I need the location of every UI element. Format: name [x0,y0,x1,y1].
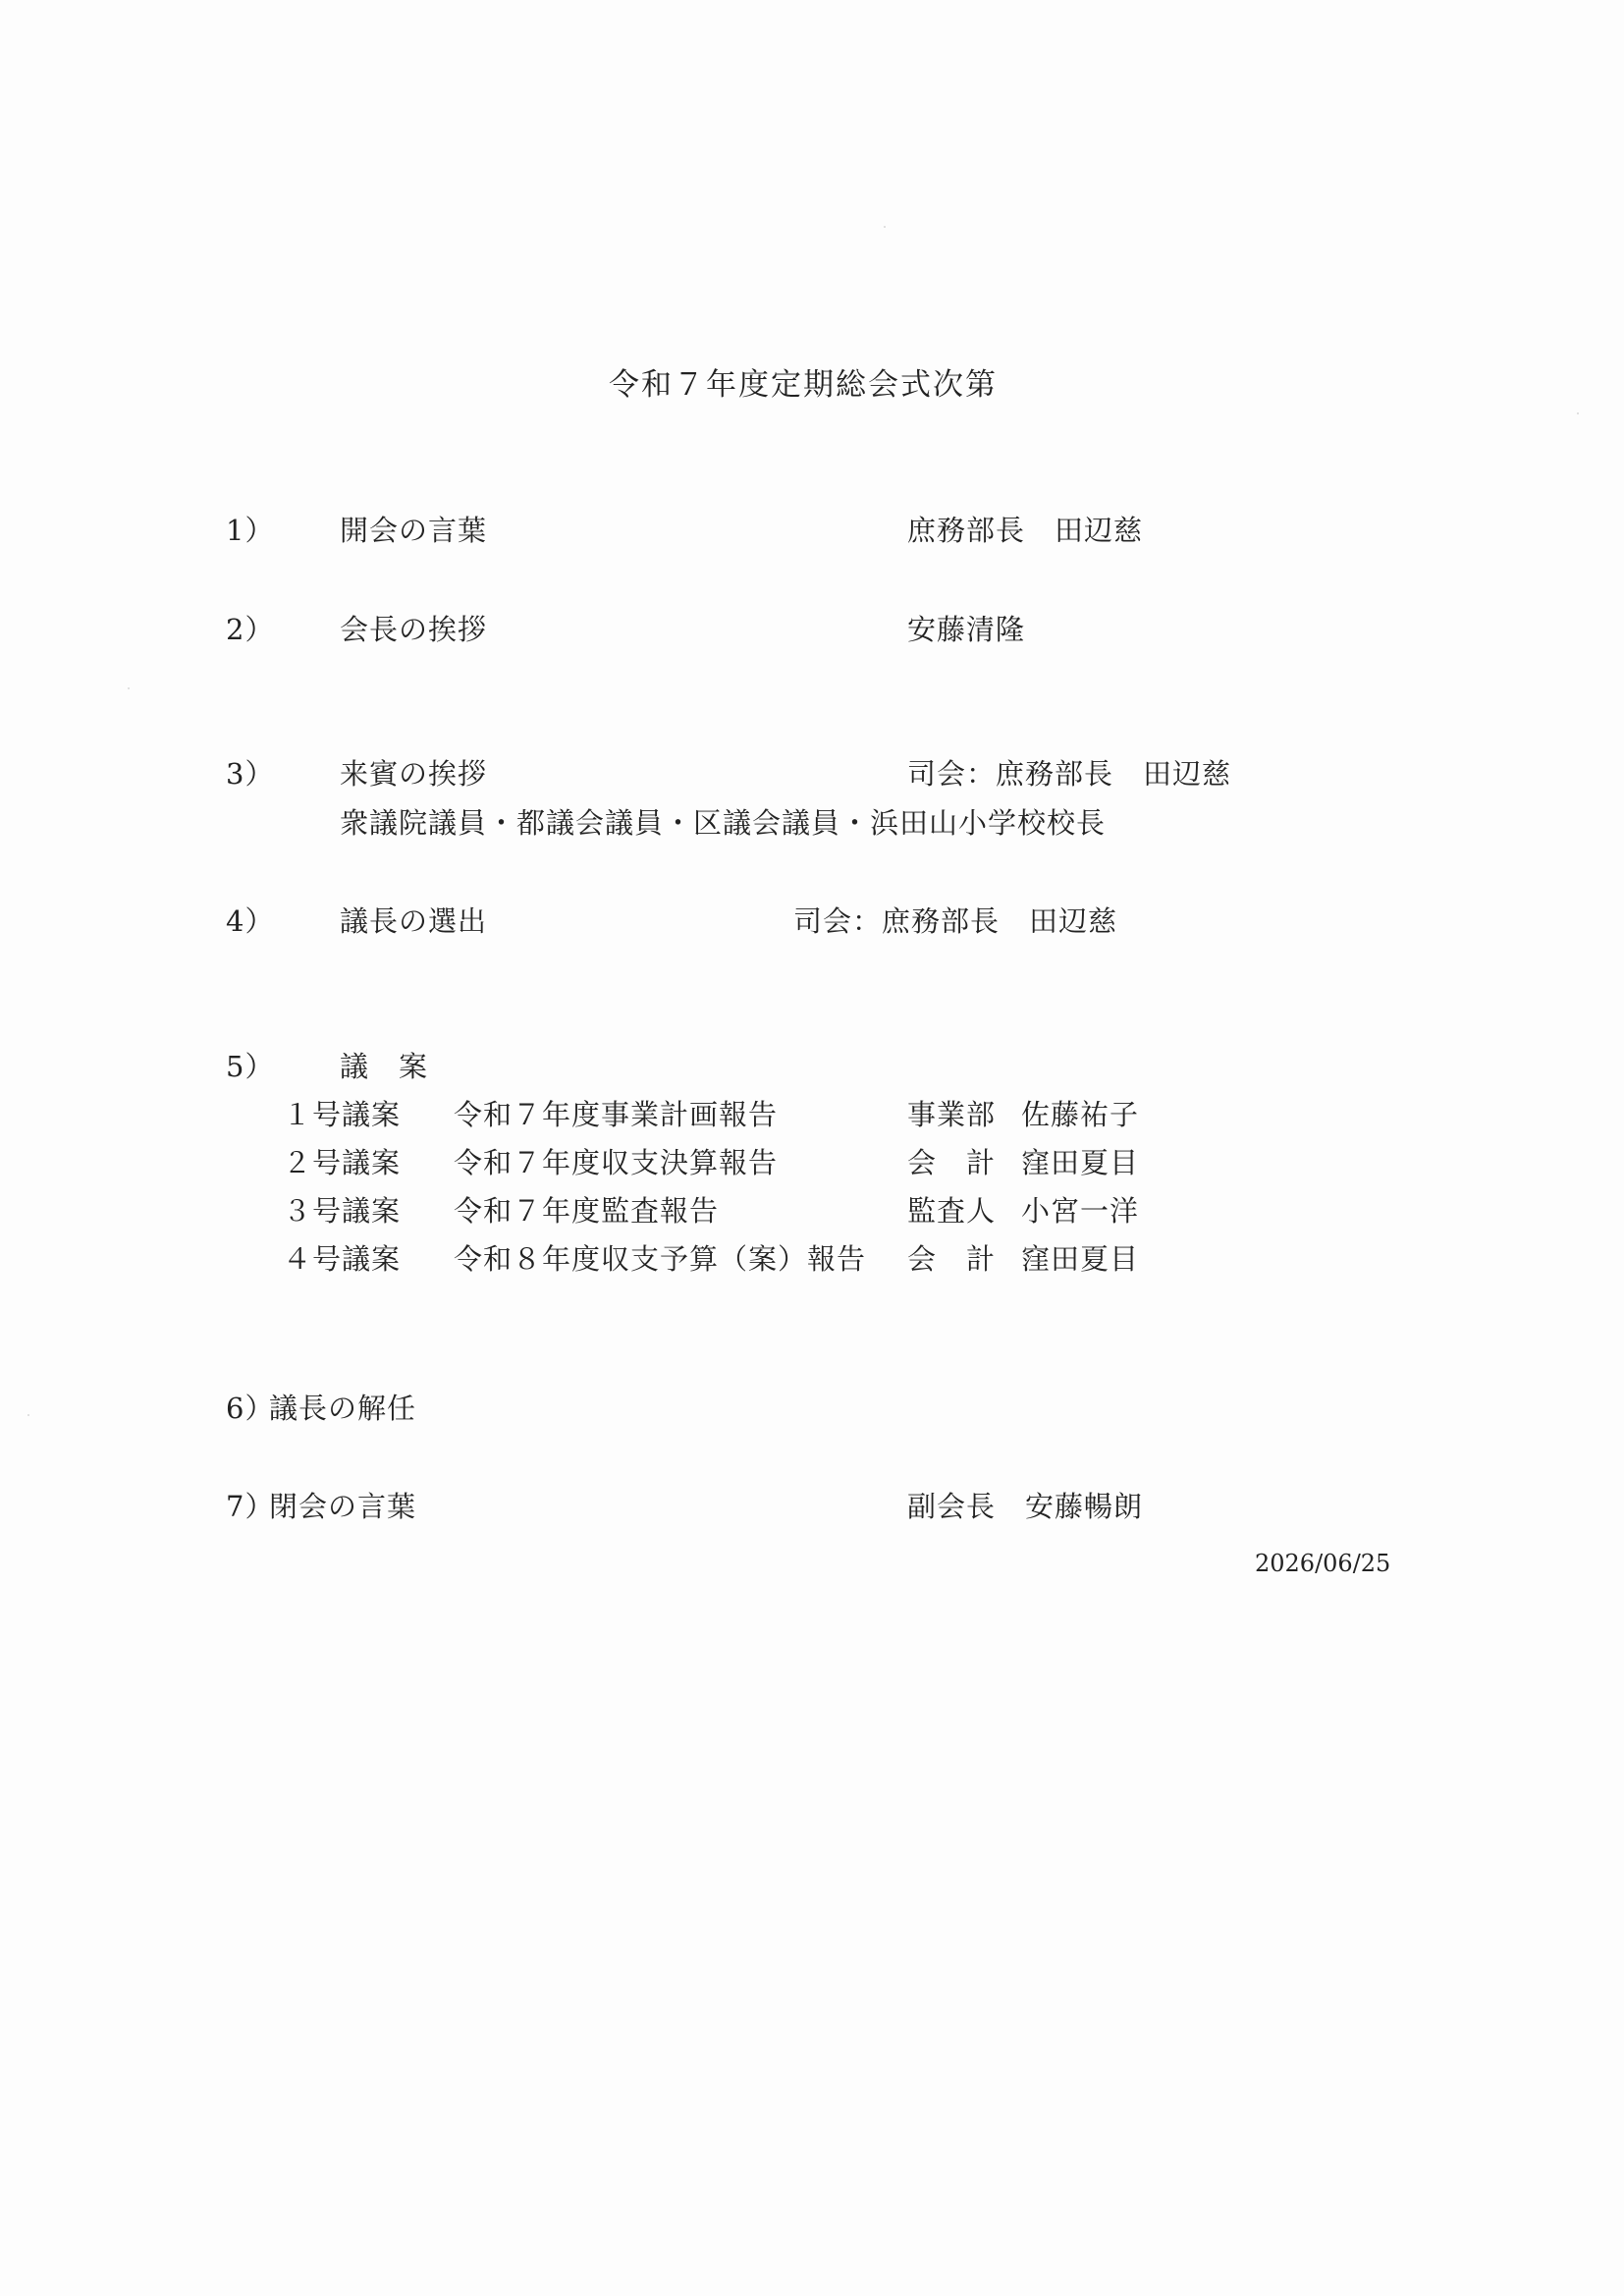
document-title: 令和７年度定期総会式次第 [609,367,998,403]
item-6-number: 6） [226,1392,275,1425]
item-4-label: 議長の選出 [340,904,488,938]
item-5-label: 議 案 [340,1050,429,1083]
agenda-role: 監査人 [907,1194,997,1228]
item-1-number: 1） [226,514,275,547]
agenda-title: 令和８年度収支予算（案）報告 [454,1242,867,1276]
scan-speck [884,226,886,228]
item-4-number: 4） [226,904,275,938]
agenda-role: 会 計 [907,1242,997,1276]
agenda-role: 会 計 [907,1146,997,1179]
agenda-role: 事業部 [907,1098,997,1131]
item-2-person: 安藤清隆 [907,613,1026,646]
agenda-number: １号議案 [283,1098,402,1131]
item-3-person: 司会：庶務部長 田辺慈 [907,757,1232,791]
item-1-label: 開会の言葉 [340,514,488,547]
item-1-person: 庶務部長 田辺慈 [907,514,1144,547]
agenda-number: ４号議案 [283,1242,402,1276]
item-6-label: 議長の解任 [269,1392,417,1425]
item-3-number: 3） [226,757,275,791]
item-2-label: 会長の挨拶 [340,613,488,646]
item-7-number: 7） [226,1490,275,1523]
agenda-title: 令和７年度事業計画報告 [454,1098,779,1131]
agenda-person: 窪田夏目 [1021,1146,1140,1179]
agenda-title: 令和７年度監査報告 [454,1194,720,1228]
agenda-person: 小宮一洋 [1021,1194,1140,1228]
item-7-label: 閉会の言葉 [269,1490,417,1523]
agenda-number: ３号議案 [283,1194,402,1228]
item-7-person: 副会長 安藤暢朗 [907,1490,1144,1523]
item-5-number: 5） [226,1050,275,1083]
item-4-person: 司会：庶務部長 田辺慈 [793,904,1118,938]
item-2-number: 2） [226,613,275,646]
agenda-title: 令和７年度収支決算報告 [454,1146,779,1179]
document-date: 2026/06/25 [1255,1550,1391,1577]
item-3-guests: 衆議院議員・都議会議員・区議会議員・浜田山小学校校長 [340,806,1107,840]
scan-speck [27,1414,29,1416]
agenda-number: ２号議案 [283,1146,402,1179]
scan-speck [1577,412,1579,414]
agenda-person: 佐藤祐子 [1021,1098,1140,1131]
scan-speck [128,687,130,689]
agenda-person: 窪田夏目 [1021,1242,1140,1276]
item-3-label: 来賓の挨拶 [340,757,488,791]
